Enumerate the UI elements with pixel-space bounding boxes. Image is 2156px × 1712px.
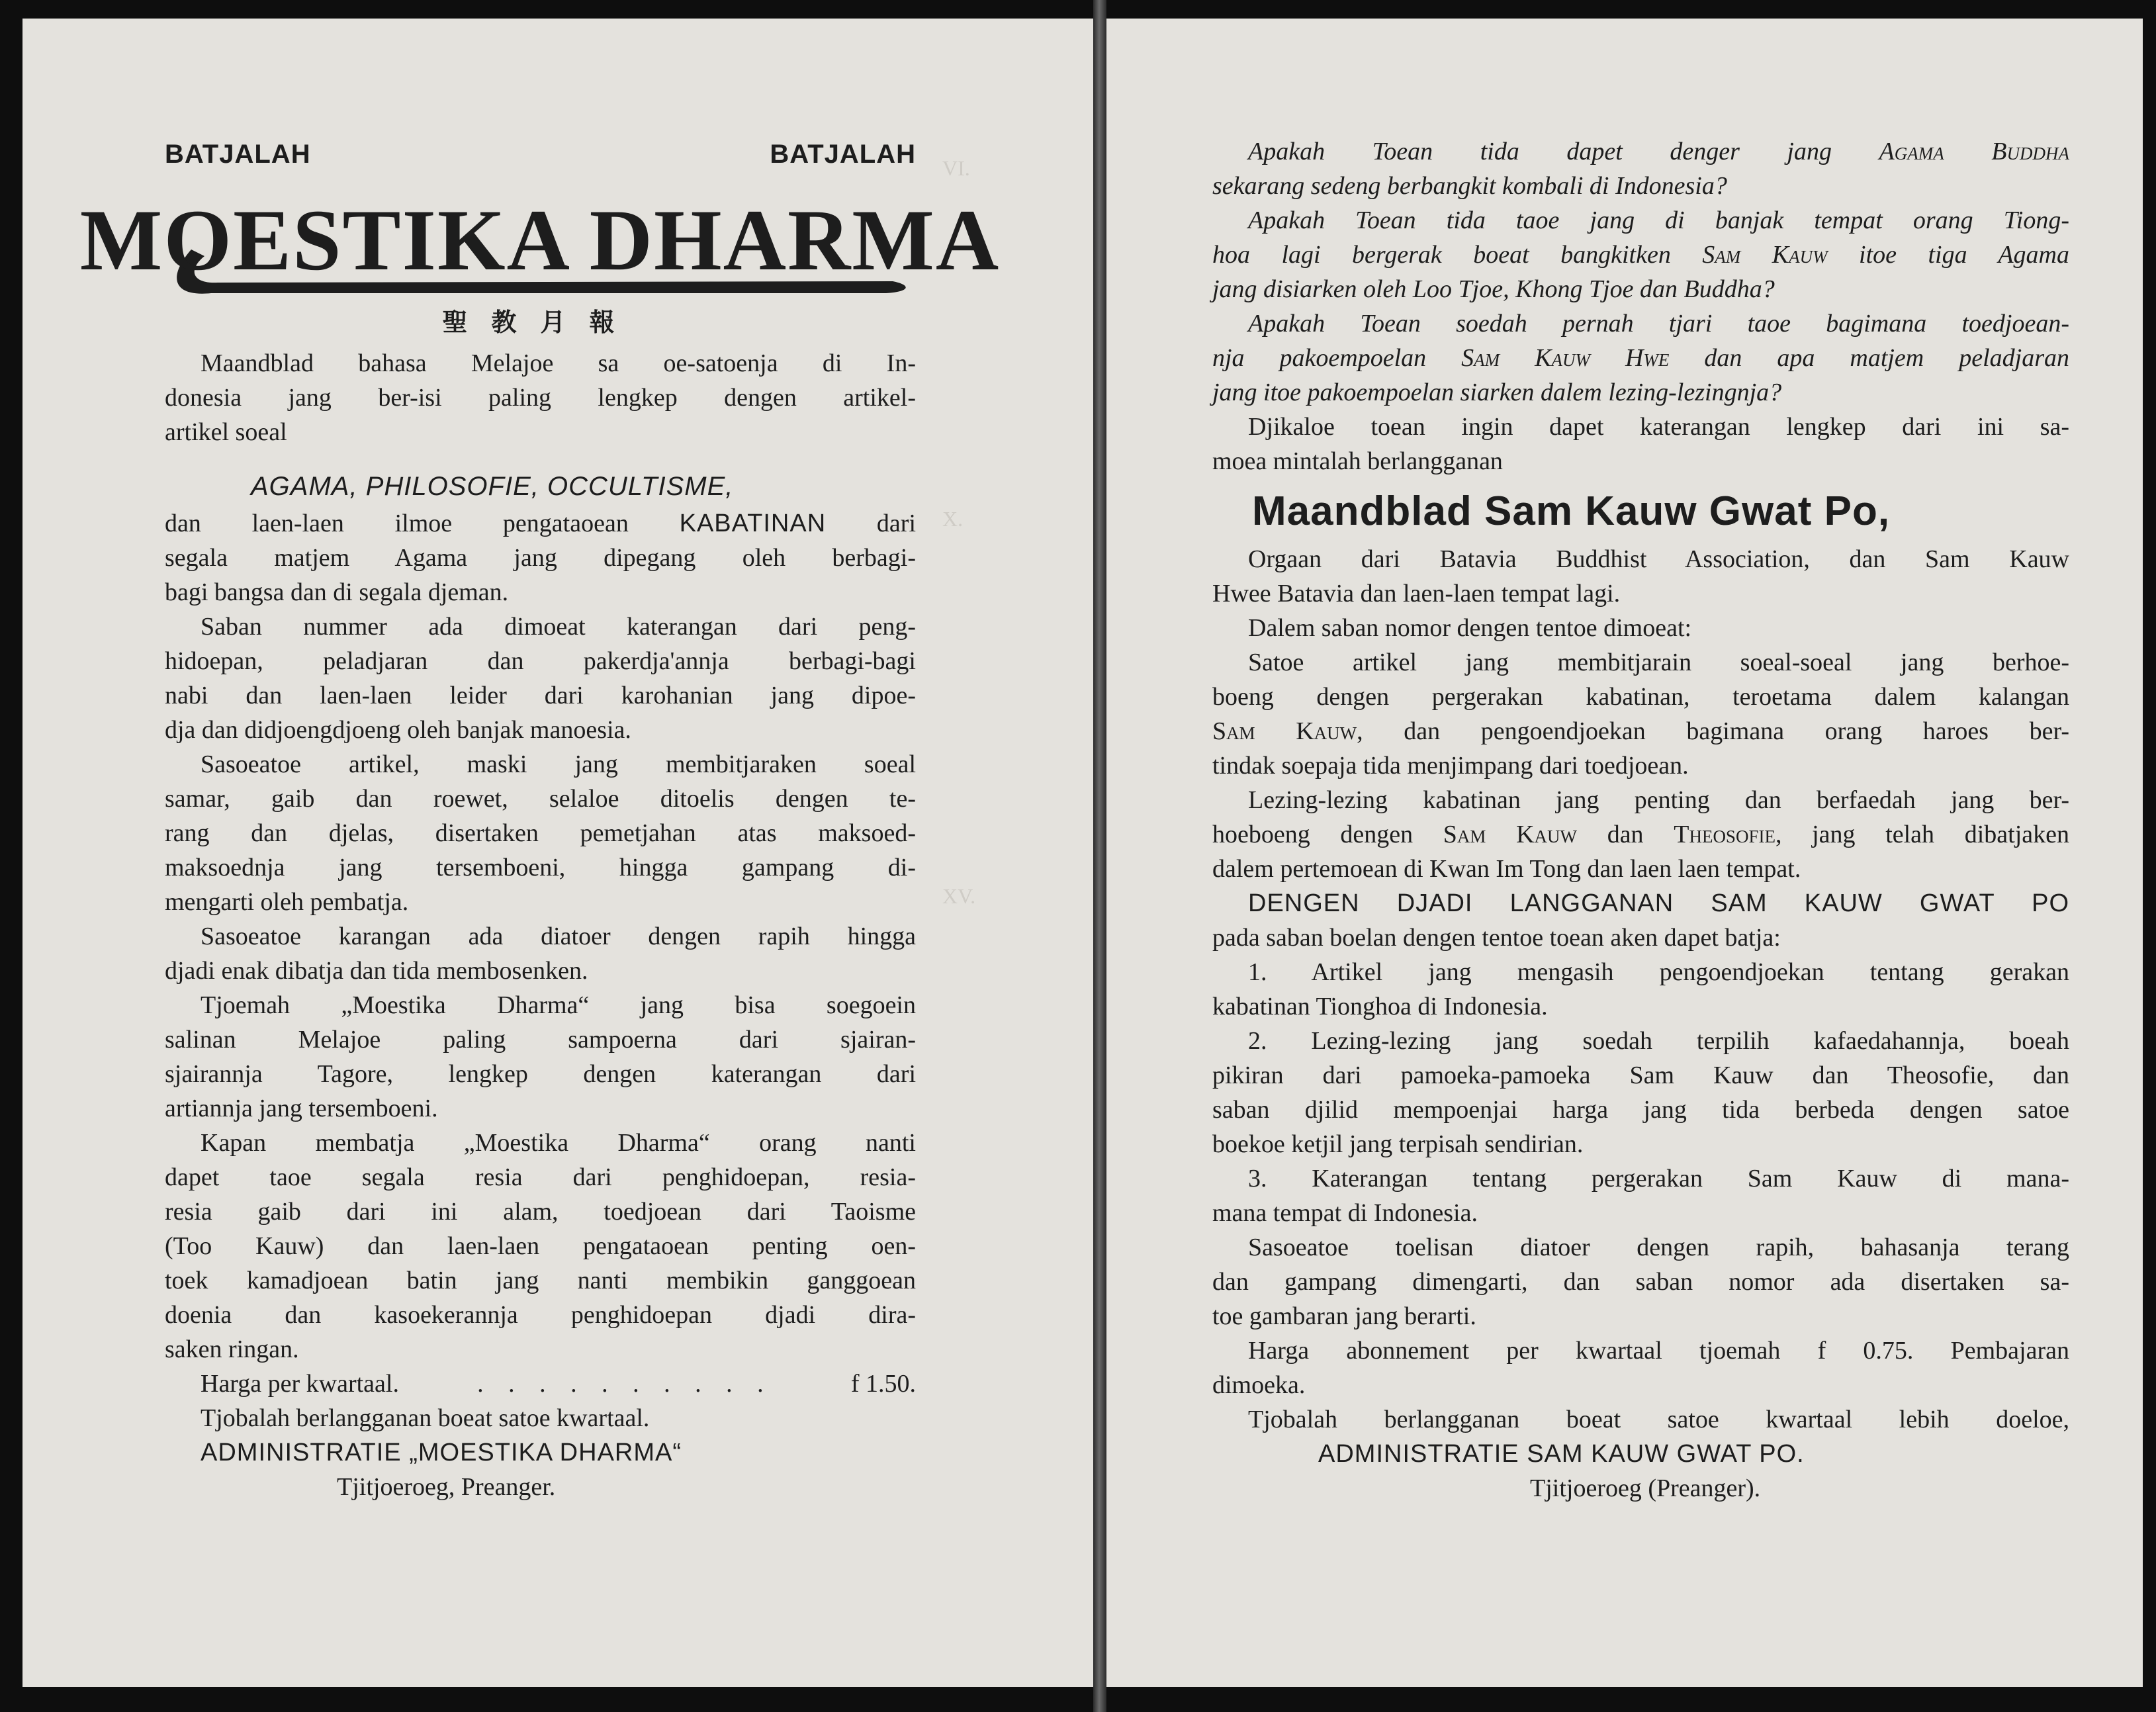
body-line: nabi dan laen-laen leider dari karohanian jang dipoe-	[165, 682, 916, 709]
body-line: segala matjem Agama jang dipegang oleh berbagi-	[165, 544, 916, 572]
body-line: moea mintalah berlangganan	[1212, 447, 1503, 475]
bleed-through: XV.	[942, 884, 976, 908]
caps-segment: Agama Buddha	[1879, 138, 2069, 165]
body-line	[1212, 714, 2069, 748]
body-line: dan gampang dimengarti, dan saban nomor ada disertaken sa-	[1212, 1268, 2069, 1296]
bleed-through: VI.	[942, 156, 970, 180]
body-line: Sasoeatoe toelisan diatoer dengen rapih, bahasanja terang	[1248, 1234, 2069, 1261]
left-header-row	[165, 134, 916, 174]
question-line	[1212, 134, 2069, 169]
body-line: resia gaib dari ini alam, toedjoean dari Taoisme	[165, 1198, 916, 1226]
list-item: pikiran dari pamoeka-pamoeka Sam Kauw dan Theosofie, dan	[1212, 1061, 2069, 1089]
body-line: Satoe artikel jang membitjarain soeal-soeal jang berhoe-	[1248, 649, 2069, 676]
text-segment: dan	[1577, 821, 1674, 848]
list-item: saban djilid mempoenjai harga jang tida berbeda dengen satoe	[1212, 1096, 2069, 1124]
body-line: pada saban boelan dengen tentoe toean aken dapet batja:	[1212, 924, 1781, 952]
price-label: Harga per kwartaal.	[201, 1370, 399, 1398]
sam-kauw-title: Maandblad Sam Kauw Gwat Po,	[1252, 488, 1891, 534]
body-line: Djikaloe toean ingin dapet katerangan lengkep dari ini sa-	[1248, 413, 2069, 441]
body-line: dimoeka.	[1212, 1371, 1306, 1399]
location-line: Tjitjoeroeg, Preanger.	[337, 1473, 556, 1501]
langganan-caps-line: DENGEN DJADI LANGGANAN SAM KAUW GWAT PO	[1248, 889, 2069, 917]
body-line: rang dan djelas, disertaken pemetjahan atas maksoed-	[165, 819, 916, 847]
body-line: mengarti oleh pembatja.	[165, 888, 409, 916]
body-line: Dalem saban nomor dengen tentoe dimoeat:	[1248, 614, 1692, 642]
admin-line: ADMINISTRATIE SAM KAUW GWAT PO.	[1318, 1440, 1805, 1468]
subscribe-line: Tjobalah berlangganan boeat satoe kwartaal lebih doeloe,	[1248, 1406, 2069, 1433]
text-segment: , jang telah dibatjaken	[1775, 821, 2069, 848]
question-line: Apakah Toean soedah pernah tjari taoe bagimana toedjoean-	[1248, 310, 2069, 338]
intro-line: artikel soeal	[165, 418, 287, 446]
price-row	[165, 1367, 916, 1401]
body-line: artiannja jang tersemboeni.	[165, 1095, 438, 1122]
body-line: tindak soepaja tida menjimpang dari toedjoean.	[1212, 752, 1689, 780]
list-item: kabatinan Tionghoa di Indonesia.	[1212, 993, 1548, 1020]
text-segment: hoeboeng dengen	[1212, 821, 1443, 848]
list-item: 1. Artikel jang mengasih pengoendjoekan tentang gerakan	[1248, 958, 2069, 986]
masthead-logo-art	[79, 177, 1001, 302]
list-item: 2. Lezing-lezing jang soedah terpilih kafaedahannja, boeah	[1248, 1027, 2069, 1055]
caps-segment: Sam Kauw Hwe	[1461, 344, 1670, 372]
list-item: mana tempat di Indonesia.	[1212, 1199, 1478, 1227]
body-line: Orgaan dari Batavia Buddhist Association, dan Sam Kauw	[1248, 545, 2069, 573]
body-line: salinan Melajoe paling sampoerna dari sjairan-	[165, 1026, 916, 1054]
body-line: hidoepan, peladjaran dan pakerdja'annja berbagi-bagi	[165, 647, 916, 675]
body-line: saken ringan.	[165, 1335, 299, 1363]
masthead-logo	[79, 177, 1001, 302]
body-line: Saban nummer ada dimoeat katerangan dari peng-	[201, 613, 916, 641]
text-segment: , dan pengoendjoekan bagimana orang haroes ber-	[1357, 717, 2069, 745]
masthead-title: MOESTIKA DHARMA	[79, 191, 1001, 289]
caps-segment: Sam Kauw	[1212, 717, 1357, 745]
book-spine	[1093, 0, 1106, 1712]
text-segment: Apakah Toean tida dapet denger jang	[1248, 138, 1879, 165]
admin-line: ADMINISTRATIE „MOESTIKA DHARMA“	[201, 1439, 682, 1466]
question-line: Apakah Toean tida taoe jang di banjak tempat orang Tiong-	[1248, 206, 2069, 234]
body-line	[165, 506, 916, 541]
body-line: toe gambaran jang berarti.	[1212, 1302, 1476, 1330]
body-line: (Too Kauw) dan laen-laen pengataoean penting oen-	[165, 1232, 916, 1260]
body-line: samar, gaib dan roewet, selaloe ditoelis dengen te-	[165, 785, 916, 813]
body-line: djadi enak dibatja dan tida membosenken.	[165, 957, 588, 985]
text-segment: dan apa matjem peladjaran	[1669, 344, 2070, 372]
question-line: jang disiarken oleh Loo Tjoe, Khong Tjoe dan Buddha?	[1212, 275, 1775, 303]
left-page	[22, 19, 1093, 1687]
caps-segment: Theosofie	[1674, 821, 1775, 848]
header-left: BATJALAH	[165, 140, 311, 169]
intro-line: Maandblad bahasa Melajoe sa oe-satoenja di In-	[201, 349, 916, 377]
text-segment: dan laen-laen ilmoe pengataoean	[165, 510, 680, 537]
body-line: Sasoeatoe artikel, maski jang membitjaraken soeal	[201, 750, 916, 778]
caps-segment: Sam Kauw	[1443, 821, 1578, 848]
subscribe-line: Tjobalah berlangganan boeat satoe kwartaal.	[201, 1404, 650, 1432]
price-value: f 1.50.	[850, 1370, 916, 1398]
body-line: Harga abonnement per kwartaal tjoemah f 0.75. Pembajaran	[1248, 1337, 2069, 1365]
location-line: Tjitjoeroeg (Preanger).	[1530, 1474, 1761, 1502]
body-line: dapet taoe segala resia dari penghidoepan, resia-	[165, 1163, 916, 1191]
text-segment: dari	[826, 510, 916, 537]
chinese-title: 聖教月報	[442, 308, 639, 337]
text-segment: itoe tiga Agama	[1827, 241, 2069, 269]
body-line: Sasoeatoe karangan ada diatoer dengen rapih hingga	[201, 923, 916, 950]
question-line	[1212, 341, 2069, 375]
body-line: dja dan didjoengdjoeng oleh banjak manoesia.	[165, 716, 631, 744]
body-line: toek kamadjoean batin jang nanti membikin ganggoean	[165, 1267, 916, 1294]
list-item: 3. Katerangan tentang pergerakan Sam Kauw di mana-	[1248, 1165, 2069, 1193]
topics-line: AGAMA, PHILOSOFIE, OCCULTISME,	[251, 472, 734, 501]
body-line: Hwee Batavia dan laen-laen tempat lagi.	[1212, 580, 1621, 608]
kabatinan-caps: KABATINAN	[679, 510, 827, 537]
price-dots: . . . . . . . . . .	[477, 1370, 773, 1398]
body-line: sjairannja Tagore, lengkep dengen katerangan dari	[165, 1060, 916, 1088]
body-line	[1212, 817, 2069, 852]
question-line	[1212, 238, 2069, 272]
intro-line: donesia jang ber-isi paling lengkep dengen artikel-	[165, 384, 916, 412]
body-line: maksoednja jang tersemboeni, hingga gampang di-	[165, 854, 916, 881]
body-line: Tjoemah „Moestika Dharma“ jang bisa soegoein	[201, 991, 916, 1019]
body-line: Kapan membatja „Moestika Dharma“ orang nanti	[201, 1129, 916, 1157]
text-segment: nja pakoempoelan	[1212, 344, 1462, 372]
body-line: doenia dan kasoekerannja penghidoepan djadi dira-	[165, 1301, 916, 1329]
caps-segment: Sam Kauw	[1702, 241, 1828, 269]
body-line: boeng dengen pergerakan kabatinan, teroetama dalem kalangan	[1212, 683, 2069, 711]
question-line: jang itoe pakoempoelan siarken dalem lezing-lezingnja?	[1212, 379, 1782, 406]
right-column	[1212, 134, 2069, 1506]
body-line: Lezing-lezing kabatinan jang penting dan berfaedah jang ber-	[1248, 786, 2069, 814]
list-item: boekoe ketjil jang terpisah sendirian.	[1212, 1130, 1584, 1158]
header-right: BATJALAH	[770, 140, 916, 169]
right-page	[1106, 19, 2143, 1687]
text-segment: hoa lagi bergerak boeat bangkitken	[1212, 241, 1703, 269]
body-line: dalem pertemoean di Kwan Im Tong dan laen laen tempat.	[1212, 855, 1801, 883]
bleed-through: X.	[942, 507, 964, 531]
body-line: bagi bangsa dan di segala djeman.	[165, 578, 509, 606]
question-line: sekarang sedeng berbangkit kombali di Indonesia?	[1212, 172, 1727, 200]
